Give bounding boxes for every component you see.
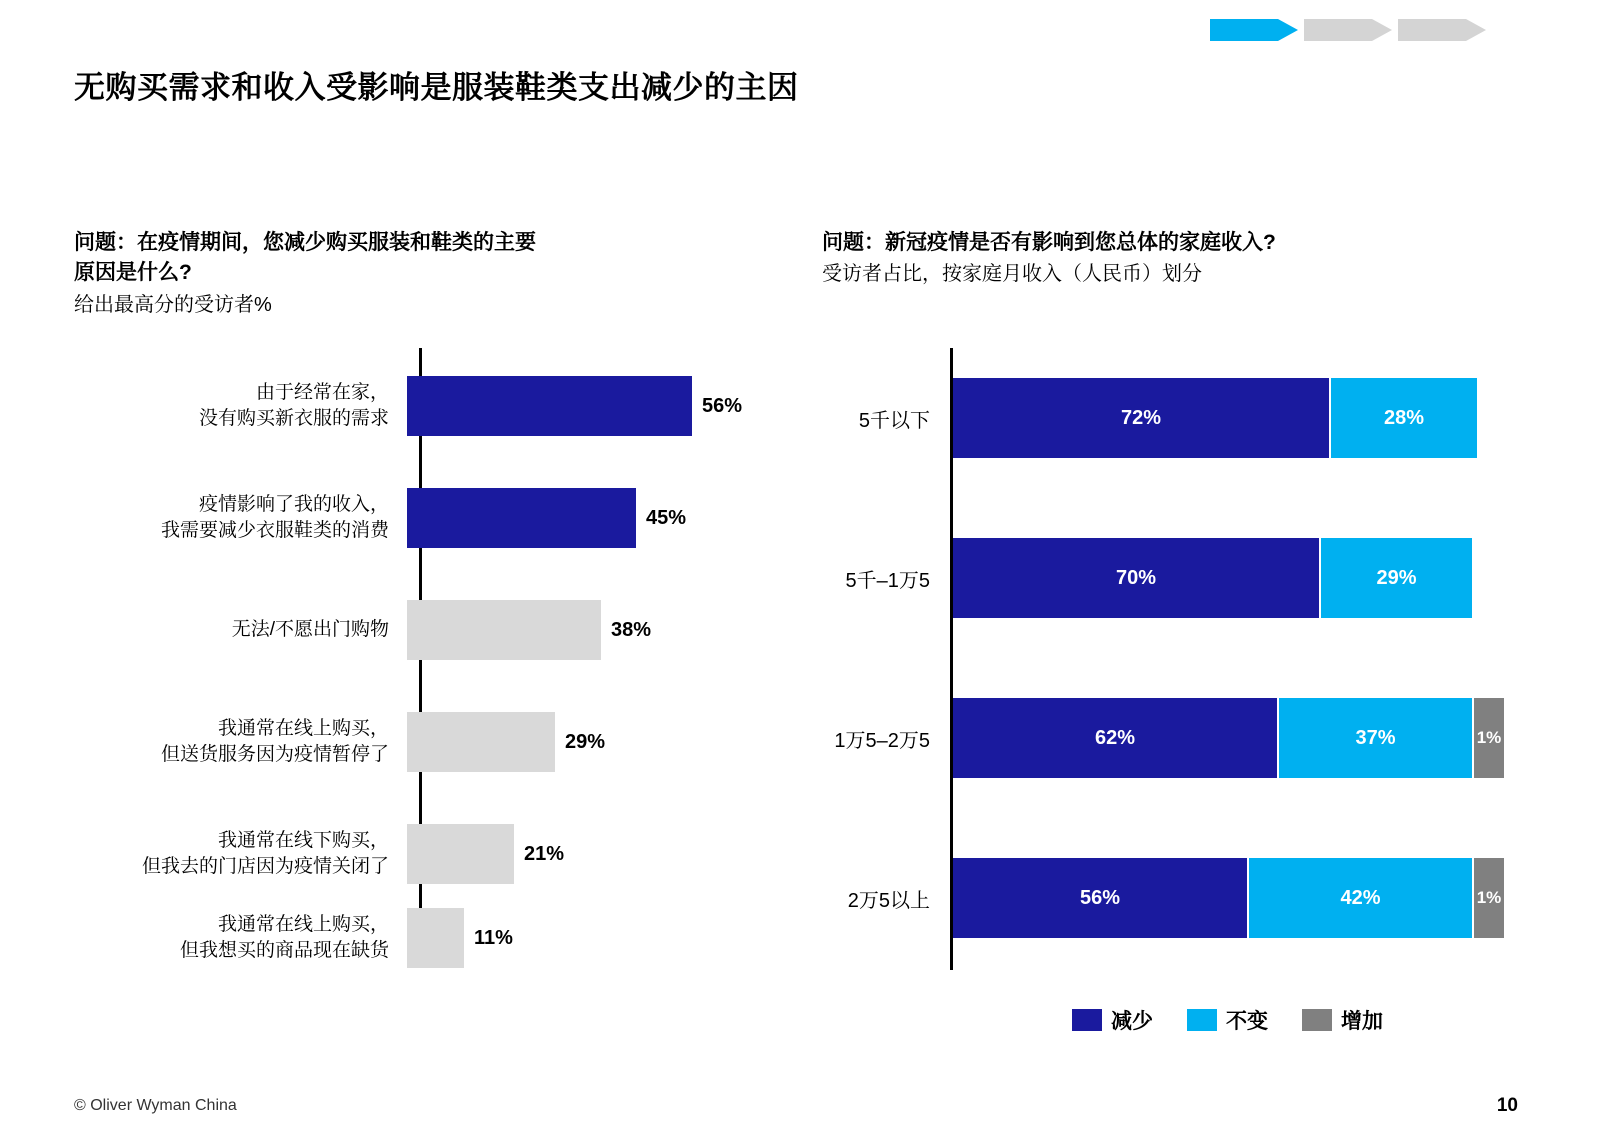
right-segment-3-unchanged: 37% bbox=[1277, 698, 1472, 778]
left-bar-label-3: 无法/不愿出门购物 bbox=[231, 619, 389, 641]
right-panel-header bbox=[822, 228, 1522, 289]
left-panel-header bbox=[74, 228, 774, 320]
ribbon-chevron-1-body bbox=[1210, 19, 1278, 41]
ribbon-chevron-3-tip bbox=[1466, 19, 1486, 41]
left-bar-1 bbox=[407, 376, 692, 436]
legend-item-unchanged bbox=[1187, 1005, 1268, 1035]
right-segment-4-decrease: 56% bbox=[953, 858, 1247, 938]
right-segment-3-decrease: 62% bbox=[953, 698, 1277, 778]
right-question-line1: 问题：新冠疫情是否有影响到您总体的家庭收入? bbox=[822, 231, 1276, 254]
right-bar-row-1 bbox=[822, 378, 1542, 458]
progress-ribbon bbox=[1210, 18, 1492, 42]
legend-label-decrease: 减少 bbox=[1111, 1010, 1153, 1033]
legend-swatch-unchanged bbox=[1187, 1009, 1217, 1031]
legend-item-decrease bbox=[1072, 1005, 1153, 1035]
left-bar-label-5: 我通常在线下购买， 但我去的门店因为疫情关闭了 bbox=[141, 830, 389, 877]
ribbon-chevron-3 bbox=[1398, 19, 1486, 41]
right-stack-3 bbox=[953, 698, 1504, 778]
left-bar-value-3: 38% bbox=[611, 618, 652, 641]
left-bar-label-2: 疫情影响了我的收入， 我需要减少衣服鞋类的消费 bbox=[160, 494, 389, 541]
right-segment-4-unchanged: 42% bbox=[1247, 858, 1472, 938]
page-number: 10 bbox=[1496, 1095, 1518, 1116]
ribbon-chevron-2-body bbox=[1304, 19, 1372, 41]
right-subtitle: 受访者占比，按家庭月收入（人民币）划分 bbox=[822, 263, 1202, 286]
right-segment-2-decrease: 70% bbox=[953, 538, 1319, 618]
left-bar-3 bbox=[407, 600, 601, 660]
right-segment-3-increase: 1% bbox=[1472, 698, 1504, 778]
right-category-4: 2万5以上 bbox=[847, 889, 930, 912]
right-bar-row-3 bbox=[822, 698, 1542, 778]
left-bar-label-4: 我通常在线上购买， 但送货服务因为疫情暂停了 bbox=[160, 718, 389, 765]
legend-label-unchanged: 不变 bbox=[1226, 1010, 1268, 1033]
left-subtitle: 给出最高分的受访者% bbox=[74, 293, 272, 316]
legend-item-increase bbox=[1302, 1005, 1383, 1035]
copyright-text: © Oliver Wyman China bbox=[74, 1097, 237, 1114]
legend-swatch-decrease bbox=[1072, 1009, 1102, 1031]
legend-swatch-increase bbox=[1302, 1009, 1332, 1031]
left-bar-chart bbox=[74, 348, 794, 968]
left-bar-value-6: 11% bbox=[474, 926, 513, 949]
left-bar-row-1 bbox=[74, 376, 794, 436]
right-stack-4 bbox=[953, 858, 1504, 938]
left-bar-value-5: 21% bbox=[524, 842, 565, 865]
ribbon-chevron-1 bbox=[1210, 19, 1298, 41]
legend-label-increase: 增加 bbox=[1341, 1010, 1383, 1033]
ribbon-chevron-2 bbox=[1304, 19, 1392, 41]
left-question-line1: 问题：在疫情期间，您减少购买服装和鞋类的主要 bbox=[74, 231, 536, 254]
right-segment-1-decrease: 72% bbox=[953, 378, 1329, 458]
right-category-2: 5千–1万5 bbox=[845, 569, 930, 592]
ribbon-chevron-2-tip bbox=[1372, 19, 1392, 41]
left-bar-row-5 bbox=[74, 824, 794, 884]
right-bar-row-2 bbox=[822, 538, 1542, 618]
left-bar-4 bbox=[407, 712, 555, 772]
chart-legend bbox=[1072, 1005, 1401, 1035]
right-category-1: 5千以下 bbox=[858, 409, 930, 432]
right-category-3: 1万5–2万5 bbox=[834, 729, 930, 752]
left-bar-value-1: 56% bbox=[702, 394, 743, 417]
left-bar-row-4 bbox=[74, 712, 794, 772]
left-bar-label-1: 由于经常在家， 没有购买新衣服的需求 bbox=[198, 382, 389, 429]
right-stack-2 bbox=[953, 538, 1472, 618]
right-bar-row-4 bbox=[822, 858, 1542, 938]
left-question-line2: 原因是什么? bbox=[74, 261, 192, 285]
left-bar-row-3 bbox=[74, 600, 794, 660]
right-stacked-bar-chart bbox=[822, 348, 1542, 970]
left-bar-value-4: 29% bbox=[565, 730, 606, 753]
right-segment-4-increase: 1% bbox=[1472, 858, 1504, 938]
left-bar-value-2: 45% bbox=[646, 506, 687, 529]
right-segment-1-unchanged: 28% bbox=[1329, 378, 1477, 458]
ribbon-chevron-3-body bbox=[1398, 19, 1466, 41]
left-bar-row-6 bbox=[74, 908, 794, 968]
right-segment-2-unchanged: 29% bbox=[1319, 538, 1472, 618]
left-bar-label-6: 我通常在线上购买， 但我想买的商品现在缺货 bbox=[179, 914, 389, 961]
page-title: 无购买需求和收入受影响是服装鞋类支出减少的主因 bbox=[74, 70, 799, 105]
left-bar-6 bbox=[407, 908, 464, 968]
ribbon-chevron-1-tip bbox=[1278, 19, 1298, 41]
right-stack-1 bbox=[953, 378, 1477, 458]
left-bar-5 bbox=[407, 824, 514, 884]
left-bar-2 bbox=[407, 488, 636, 548]
left-bar-row-2 bbox=[74, 488, 794, 548]
